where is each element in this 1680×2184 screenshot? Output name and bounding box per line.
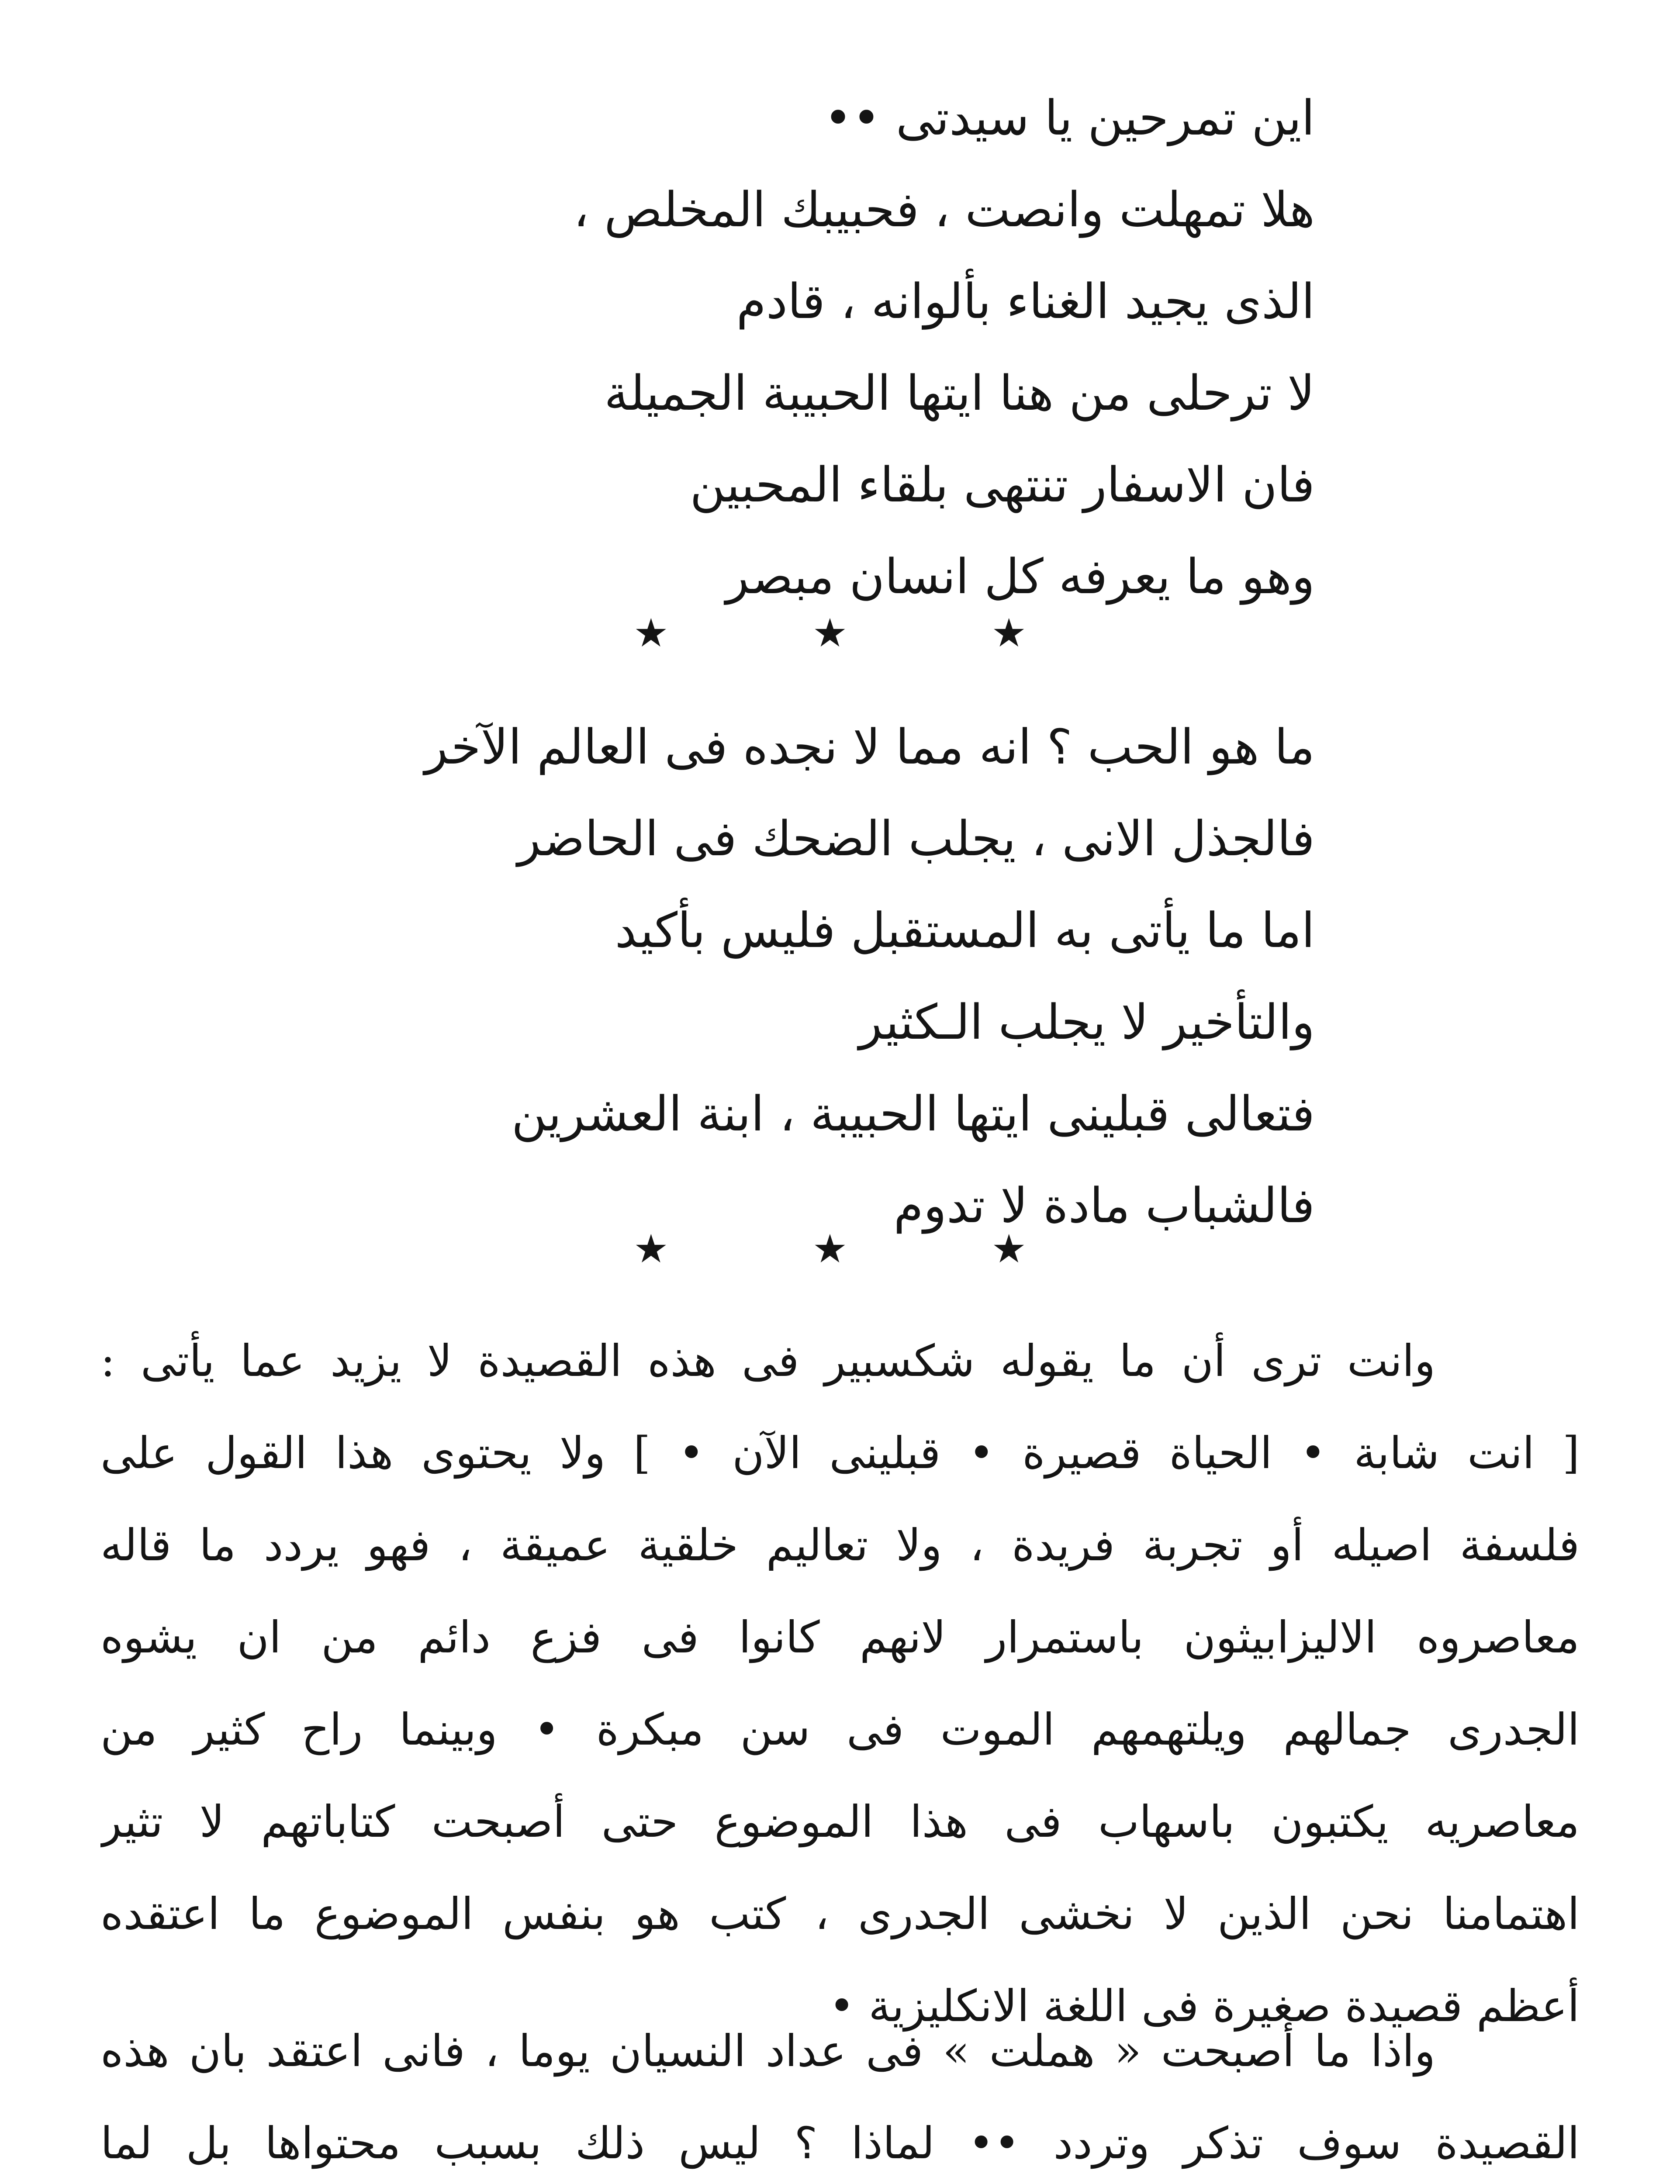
verse-line: الذى يجيد الغناء بألوانه ، قادم	[736, 273, 1315, 329]
star-icon: ★	[633, 610, 669, 656]
star-icon: ★	[812, 610, 848, 656]
paragraph-line: معاصروه الاليزابيثون باستمرار لانهم كانوا فى فزع دائم من ان يشوه	[100, 1612, 1580, 1663]
verse-line: فان الاسفار تنتهى بلقاء المحبين	[690, 457, 1315, 513]
paragraph-line: أعظم قصيدة صغيرة فى اللغة الانكليزية •	[829, 1980, 1580, 2032]
verse-line: فالجذل الانى ، يجلب الضحك فى الحاضر	[517, 811, 1315, 867]
verse-line: اين تمرحين يا سيدتى ••	[824, 90, 1315, 146]
paragraph-line: الجدرى جمالهم ويلتهمهم الموت فى سن مبكرة • وبينما راح كثير من	[100, 1704, 1580, 1755]
paragraph-line: اهتمامنا نحن الذين لا نخشى الجدرى ، كتب هو بنفس الموضوع ما اعتقده	[100, 1888, 1580, 1939]
paragraph-commentary	[100, 1315, 1580, 2052]
verse-line: هلا تمهلت وانصت ، فحبيبك المخلص ،	[573, 182, 1315, 238]
star-icon: ★	[991, 1226, 1027, 1272]
verse-line: وهو ما يعرفه كل انسان مبصر	[726, 549, 1315, 605]
paragraph-line: [ انت شابة • الحياة قصيرة • قبلينى الآن • ] ولا يحتوى هذا القول على	[100, 1427, 1580, 1479]
verse-line: فتعالى قبلينى ايتها الحبيبة ، ابنة العشرين	[511, 1086, 1315, 1142]
paragraph-line: القصيدة سوف تذكر وتردد •• لماذا ؟ ليس ذلك بسبب محتواها بل لما	[100, 2118, 1580, 2169]
star-icon: ★	[633, 1226, 669, 1272]
verse-line: والتأخير لا يجلب الـكثير	[859, 994, 1315, 1050]
section-separator-1	[633, 607, 1027, 660]
paragraph-line: وانت ترى أن ما يقوله شكسبير فى هذه القصيدة لا يزيد عما يأتى :	[100, 1335, 1435, 1386]
verse-line: اما ما يأتى به المستقبل فليس بأكيد	[615, 902, 1315, 958]
section-separator-2	[633, 1223, 1027, 1275]
star-icon: ★	[991, 610, 1027, 656]
star-icon: ★	[812, 1226, 848, 1272]
verse-line: لا ترحلى من هنا ايتها الحبيبة الجميلة	[604, 365, 1315, 421]
verse-line: ما هو الحب ؟ انه مما لا نجده فى العالم الآخر	[425, 719, 1315, 775]
paragraph-line: واذا ما أصبحت « هملت » فى عداد النسيان يوما ، فانى اعتقد بان هذه	[100, 2025, 1435, 2077]
paragraph-line: فلسفة اصيله أو تجربة فريدة ، ولا تعاليم خلقية عميقة ، فهو يردد ما قاله	[100, 1520, 1580, 1571]
poem-stanza-1	[266, 72, 1315, 622]
paragraph-line: معاصريه يكتبون باسهاب فى هذا الموضوع حتى أصبحت كتاباتهم لا تثير	[100, 1796, 1580, 1847]
verse-line: فالشباب مادة لا تدوم	[893, 1178, 1315, 1234]
poem-stanza-2	[266, 701, 1315, 1251]
paragraph-hamlet	[100, 2005, 1580, 2184]
